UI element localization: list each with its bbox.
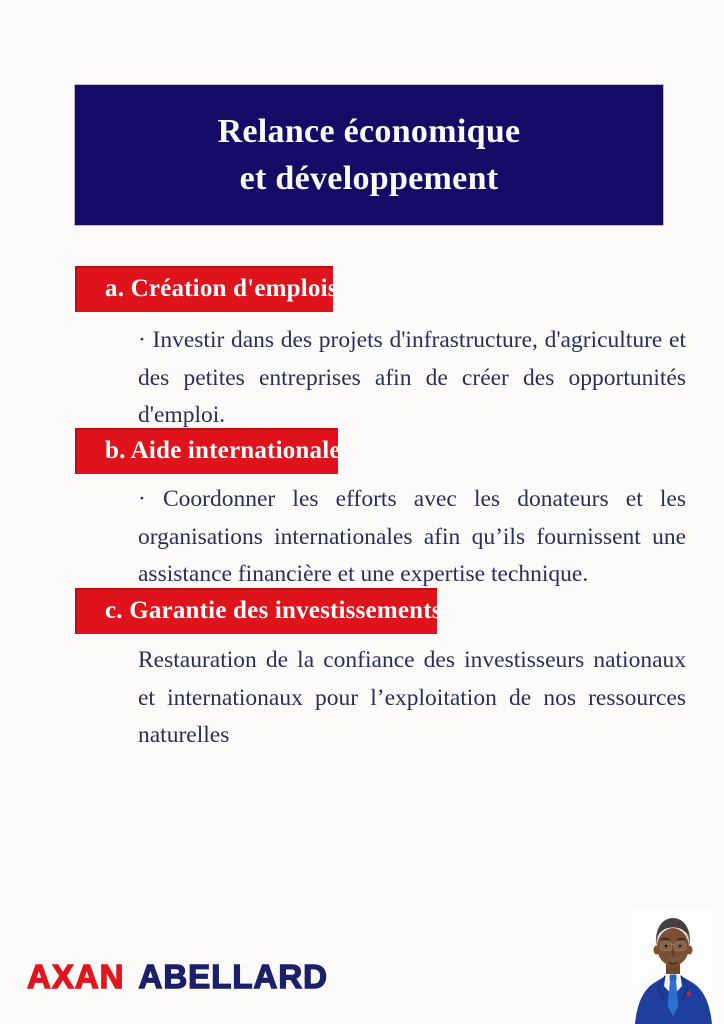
section-heading-b (75, 428, 341, 474)
candidate-photo (628, 910, 718, 1024)
eyebrow-left (661, 939, 669, 940)
brand-logo (27, 958, 328, 996)
section-heading-c-label: c. Garantie des investissements (105, 597, 442, 624)
brand-first-name: AXAN (27, 958, 125, 995)
section-heading-c (75, 588, 442, 634)
page-title-line-2: et développement (239, 160, 499, 197)
section-body-c (138, 642, 686, 755)
body-line: des petites entreprises afin de créer des opportunités (138, 364, 686, 391)
body-line: et internationaux pour l’exploitation de nos ressources (138, 684, 686, 711)
body-line: · Coordonner les efforts avec les donateurs et les (138, 486, 686, 512)
body-line: organisations internationales afin qu’ils fournissent une (138, 523, 686, 550)
section-body-a (138, 322, 686, 435)
body-line: d'emploi. (138, 402, 226, 428)
body-line: · Investir dans des projets d'infrastructure, d'agriculture et (138, 327, 686, 353)
eye-right (679, 945, 682, 948)
section-heading-a (75, 266, 338, 312)
body-line: naturelles (138, 722, 230, 748)
tie-knot (670, 975, 677, 982)
section-body-b (138, 481, 686, 594)
section-heading-b-label: b. Aide internationale (105, 437, 341, 464)
body-line: assistance financière et une expertise technique. (138, 561, 589, 587)
eye-left (665, 945, 668, 948)
body-line: Restauration de la confiance des investisseurs nationaux (138, 647, 686, 673)
title-banner (74, 84, 664, 226)
eyebrow-right (677, 939, 685, 940)
brand-last-name: ABELLARD (138, 958, 328, 995)
lapel-pin-detail (689, 994, 691, 996)
section-heading-a-label: a. Création d'emplois (105, 275, 338, 302)
page-title-line-1: Relance économique (217, 113, 521, 150)
